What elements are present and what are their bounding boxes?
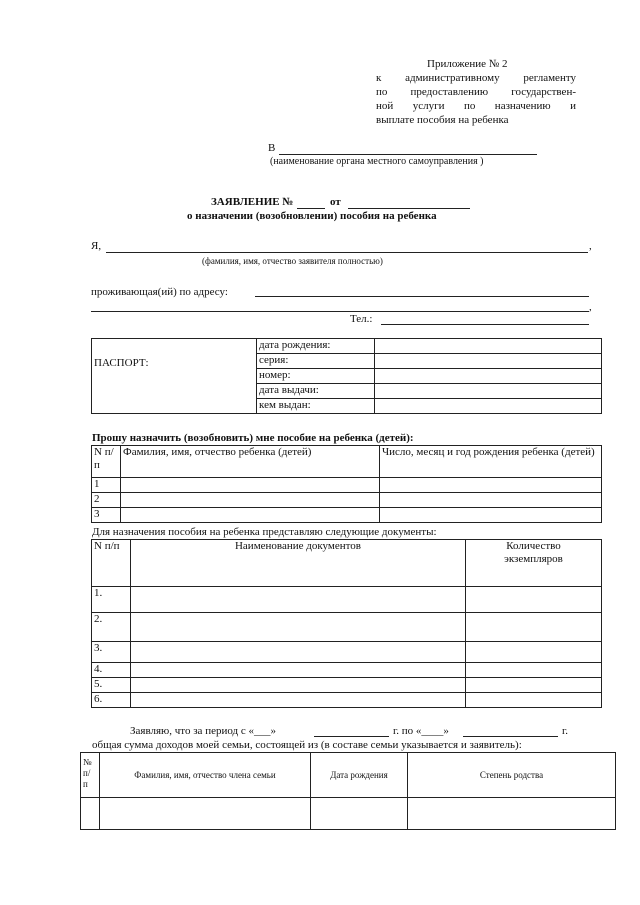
documents-row-name[interactable]: [131, 613, 466, 642]
appendix-line-4: выплате пособия на ребенка: [376, 114, 509, 126]
children-row-num: 2: [92, 493, 121, 508]
statement-date-field[interactable]: [348, 208, 470, 209]
statement-number-field[interactable]: [297, 208, 325, 209]
documents-row-name[interactable]: [131, 678, 466, 693]
family-table: [80, 752, 616, 830]
documents-row-num: 1.: [92, 587, 131, 613]
documents-row-qty[interactable]: [466, 587, 602, 613]
documents-row-qty[interactable]: [466, 693, 602, 708]
family-row-relation[interactable]: [408, 798, 616, 830]
children-row-name[interactable]: [121, 478, 380, 493]
income-line-2: общая сумма доходов моей семьи, состоящей из (в составе семьи указывается и заявитель):: [92, 739, 522, 751]
applicant-name-field[interactable]: [106, 252, 588, 253]
applicant-prefix: Я,: [91, 240, 102, 252]
statement-title: ЗАЯВЛЕНИЕ №: [211, 196, 294, 208]
addressee-prefix: В: [268, 142, 276, 154]
children-row-num: 3: [92, 508, 121, 523]
family-col-num: № п/ п: [81, 753, 100, 798]
documents-col-num: N п/п: [92, 540, 131, 587]
passport-value-issued-by[interactable]: [375, 399, 602, 414]
family-col-name: Фамилия, имя, отчество члена семьи: [100, 753, 311, 798]
applicant-caption: (фамилия, имя, отчество заявителя полностью): [202, 256, 383, 266]
passport-value-number[interactable]: [375, 369, 602, 384]
documents-row-name[interactable]: [131, 663, 466, 678]
passport-field-issued-by: кем выдан:: [257, 399, 375, 414]
income-period-end-field[interactable]: [463, 736, 558, 737]
income-period-start-field[interactable]: [314, 736, 389, 737]
phone-field[interactable]: [381, 324, 589, 325]
address-field-2[interactable]: [91, 311, 589, 312]
children-row-name[interactable]: [121, 493, 380, 508]
documents-row-num: 5.: [92, 678, 131, 693]
documents-row-qty[interactable]: [466, 613, 602, 642]
income-line-c: г.: [562, 725, 569, 737]
documents-row-num: 3.: [92, 642, 131, 663]
documents-col-qty: Количество экземпляров: [466, 540, 602, 587]
address-field-1[interactable]: [255, 296, 589, 297]
family-row-name[interactable]: [100, 798, 311, 830]
family-row-num[interactable]: [81, 798, 100, 830]
passport-field-number: номер:: [257, 369, 375, 384]
passport-field-series: серия:: [257, 354, 375, 369]
children-row-date[interactable]: [380, 478, 602, 493]
passport-value-series[interactable]: [375, 354, 602, 369]
phone-label: Тел.:: [350, 313, 373, 325]
appendix-line-1: к административному регламенту: [376, 72, 576, 84]
documents-intro: Для назначения пособия на ребенка представляю следующие документы:: [92, 526, 437, 538]
children-request: Прошу назначить (возобновить) мне пособие на ребенка (детей):: [92, 432, 414, 444]
documents-row-qty[interactable]: [466, 663, 602, 678]
addressee-field[interactable]: [279, 154, 537, 155]
family-col-date: Дата рождения: [311, 753, 408, 798]
children-row-date[interactable]: [380, 508, 602, 523]
appendix-line-3: ной услуги по назначению и: [376, 100, 576, 112]
documents-row-name[interactable]: [131, 693, 466, 708]
documents-table: [91, 539, 602, 708]
children-row-name[interactable]: [121, 508, 380, 523]
documents-row-qty[interactable]: [466, 642, 602, 663]
documents-row-name[interactable]: [131, 642, 466, 663]
passport-value-issue-date[interactable]: [375, 384, 602, 399]
family-col-relation: Степень родства: [408, 753, 616, 798]
documents-row-num: 4.: [92, 663, 131, 678]
statement-subtitle: о назначении (возобновлении) пособия на ребенка: [187, 210, 437, 222]
income-line-a: Заявляю, что за период с «___»: [130, 725, 277, 737]
documents-row-num: 6.: [92, 693, 131, 708]
passport-label: ПАСПОРТ:: [92, 339, 257, 414]
passport-value-birthdate[interactable]: [375, 339, 602, 354]
children-row-date[interactable]: [380, 493, 602, 508]
appendix-title: Приложение № 2: [427, 58, 508, 70]
children-table: [91, 445, 602, 523]
children-col-date: Число, месяц и год рождения ребенка (детей): [380, 446, 602, 478]
addressee-caption: (наименование органа местного самоуправления ): [270, 156, 484, 167]
appendix-line-2: по предоставлению государствен-: [376, 86, 576, 98]
children-row-num: 1: [92, 478, 121, 493]
income-line-b: г. по «____»: [393, 725, 449, 737]
children-col-num: N п/п: [92, 446, 121, 478]
passport-field-issue-date: дата выдачи:: [257, 384, 375, 399]
passport-table: [91, 338, 602, 414]
documents-row-num: 2.: [92, 613, 131, 642]
family-row-date[interactable]: [311, 798, 408, 830]
statement-date-label: от: [330, 196, 341, 208]
documents-row-qty[interactable]: [466, 678, 602, 693]
children-col-name: Фамилия, имя, отчество ребенка (детей): [121, 446, 380, 478]
passport-field-birthdate: дата рождения:: [257, 339, 375, 354]
documents-row-name[interactable]: [131, 587, 466, 613]
address-label: проживающая(ий) по адресу:: [91, 286, 228, 298]
documents-col-name: Наименование документов: [131, 540, 466, 587]
